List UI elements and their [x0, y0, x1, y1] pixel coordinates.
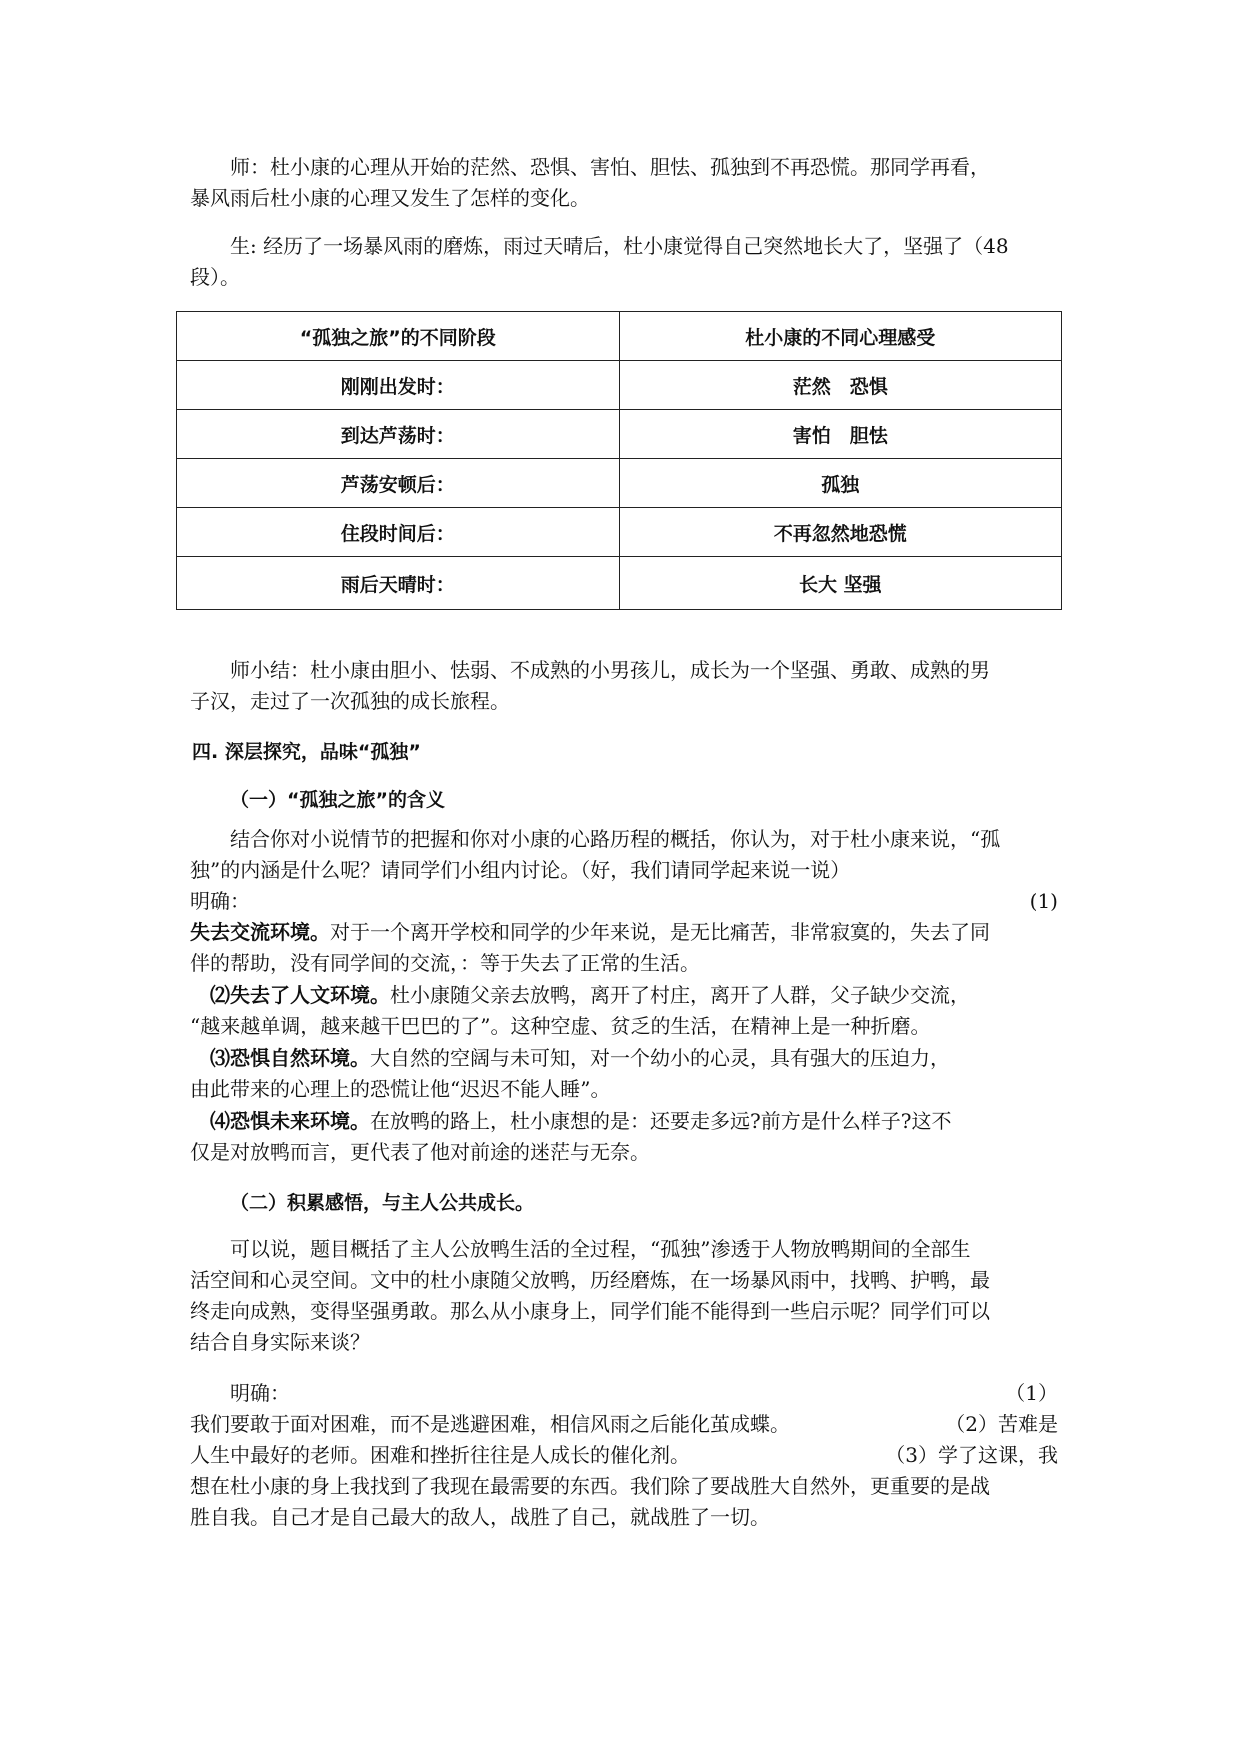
- point-text: 对于一个离开学校和同学的少年来说，是无比痛苦，非常寂寞的，失去了同: [330, 920, 990, 944]
- answer-text: （3）学了这课，我: [885, 1443, 1058, 1467]
- point-title: ⑵失去了人文环境。: [210, 983, 390, 1007]
- paragraph-student-answer: [190, 231, 1058, 293]
- clarify-label: 明确：: [230, 1381, 290, 1405]
- paragraph-point-4: [190, 1106, 1058, 1168]
- paragraph-teacher-question: [190, 152, 1058, 214]
- point-text: 在放鸭的路上，杜小康想的是：还要走多远?前方是什么样子?这不: [370, 1109, 952, 1133]
- stage-feelings-table: [176, 311, 1062, 610]
- point-title: ⑶恐惧自然环境。: [210, 1046, 370, 1070]
- table-cell-stage: 住段时间后：: [177, 508, 620, 557]
- text-line: 仅是对放鸭而言，更代表了他对前途的迷茫与无奈。: [190, 1140, 650, 1164]
- text-line: 结合你对小说情节的把握和你对小康的心路历程的概括，你认为，对于杜小康来说，“孤: [230, 827, 1001, 851]
- text-line: [190, 980, 1058, 1011]
- point-number: (1): [1029, 889, 1058, 913]
- table-cell-feeling: 茫然 恐惧: [619, 361, 1062, 410]
- table-cell-feeling: 长大 坚强: [619, 557, 1062, 610]
- text-line: 师小结：杜小康由胆小、怯弱、不成熟的小男孩儿，成长为一个坚强、勇敢、成熟的男: [230, 658, 990, 682]
- text-line: [190, 1378, 1058, 1409]
- section-heading-4: 四. 深层探究，品味“孤独”: [192, 741, 421, 763]
- text-line: 活空间和心灵空间。文中的杜小康随父放鸭，历经磨炼，在一场暴风雨中，找鸭、护鸭，最: [190, 1268, 990, 1292]
- subsection-heading-1: （一）“孤独之旅”的含义: [230, 789, 445, 811]
- point-number: （1）: [1005, 1381, 1058, 1405]
- table-row: [177, 459, 1062, 508]
- table-header-row: [177, 312, 1062, 361]
- table-row: [177, 557, 1062, 610]
- paragraph-point-3: [190, 1043, 1058, 1105]
- paragraph-answers: [190, 1378, 1058, 1533]
- point-title: ⑷恐惧未来环境。: [210, 1109, 370, 1133]
- table-cell-stage: 到达芦荡时：: [177, 410, 620, 459]
- answer-text: 人生中最好的老师。困难和挫折往往是人成长的催化剂。: [190, 1443, 690, 1467]
- table-cell-stage: 雨后天晴时：: [177, 557, 620, 610]
- subsection-heading-2: （二）积累感悟，与主人公共成长。: [230, 1192, 535, 1214]
- text-line: 胜自我。自己才是自己最大的敌人，战胜了自己，就战胜了一切。: [190, 1505, 770, 1529]
- text-line: 终走向成熟，变得坚强勇敢。那么从小康身上，同学们能不能得到一些启示呢？同学们可以: [190, 1299, 990, 1323]
- text-line: 独”的内涵是什么呢？请同学们小组内讨论。（好，我们请同学起来说一说）: [190, 858, 851, 882]
- text-line: 由此带来的心理上的恐慌让他“迟迟不能人睡”。: [190, 1077, 611, 1101]
- table-row: [177, 508, 1062, 557]
- table-header-cell: 杜小康的不同心理感受: [619, 312, 1062, 361]
- paragraph-reflection: [190, 1234, 1058, 1358]
- paragraph-point-2: [190, 980, 1058, 1042]
- point-title: 失去交流环境。: [190, 920, 330, 944]
- table-cell-feeling: 害怕 胆怯: [619, 410, 1062, 459]
- text-line: 段）。: [190, 265, 240, 289]
- text-line: 生: 经历了一场暴风雨的磨炼，雨过天晴后，杜小康觉得自己突然地长大了，坚强了（48: [230, 234, 1009, 258]
- table-row: [177, 361, 1062, 410]
- table-cell-feeling: 孤独: [619, 459, 1062, 508]
- paragraph-teacher-summary: [190, 655, 1058, 717]
- table-header-cell: “孤独之旅”的不同阶段: [177, 312, 620, 361]
- text-line: 师：杜小康的心理从开始的茫然、恐惧、害怕、胆怯、孤独到不再恐慌。那同学再看，: [230, 155, 990, 179]
- paragraph-point-1: [190, 917, 1058, 979]
- text-line: 可以说，题目概括了主人公放鸭生活的全过程，“孤独”渗透于人物放鸭期间的全部生: [230, 1237, 971, 1261]
- table-cell-feeling: 不再忽然地恐慌: [619, 508, 1062, 557]
- answer-text: 我们要敢于面对困难，而不是逃避困难，相信风雨之后能化茧成蝶。: [190, 1412, 790, 1436]
- answer-text: （2）苦难是: [945, 1412, 1058, 1436]
- text-line: [190, 1106, 1058, 1137]
- paragraph-discussion: [190, 824, 1058, 917]
- text-line: [190, 1043, 1058, 1074]
- text-line: [190, 1409, 1058, 1440]
- clarify-label: 明确：: [190, 889, 250, 913]
- text-line: [190, 886, 1058, 917]
- text-line: [190, 917, 1058, 948]
- text-line: 伴的帮助，没有同学间的交流，：等于失去了正常的生活。: [190, 951, 700, 975]
- table-cell-stage: 芦荡安顿后：: [177, 459, 620, 508]
- text-line: [190, 1440, 1058, 1471]
- text-line: 结合自身实际来谈？: [190, 1330, 370, 1354]
- point-text: 杜小康随父亲去放鸭，离开了村庄，离开了人群，父子缺少交流，: [390, 983, 970, 1007]
- table-cell-stage: 刚刚出发时：: [177, 361, 620, 410]
- text-line: 想在杜小康的身上我找到了我现在最需要的东西。我们除了要战胜大自然外，更重要的是战: [190, 1474, 990, 1498]
- text-line: 暴风雨后杜小康的心理又发生了怎样的变化。: [190, 186, 590, 210]
- text-line: 子汉，走过了一次孤独的成长旅程。: [190, 689, 510, 713]
- table-row: [177, 410, 1062, 459]
- text-line: “越来越单调，越来越干巴巴的了”。这种空虚、贫乏的生活，在精神上是一种折磨。: [190, 1014, 931, 1038]
- point-text: 大自然的空阔与未可知，对一个幼小的心灵，具有强大的压迫力，: [370, 1046, 950, 1070]
